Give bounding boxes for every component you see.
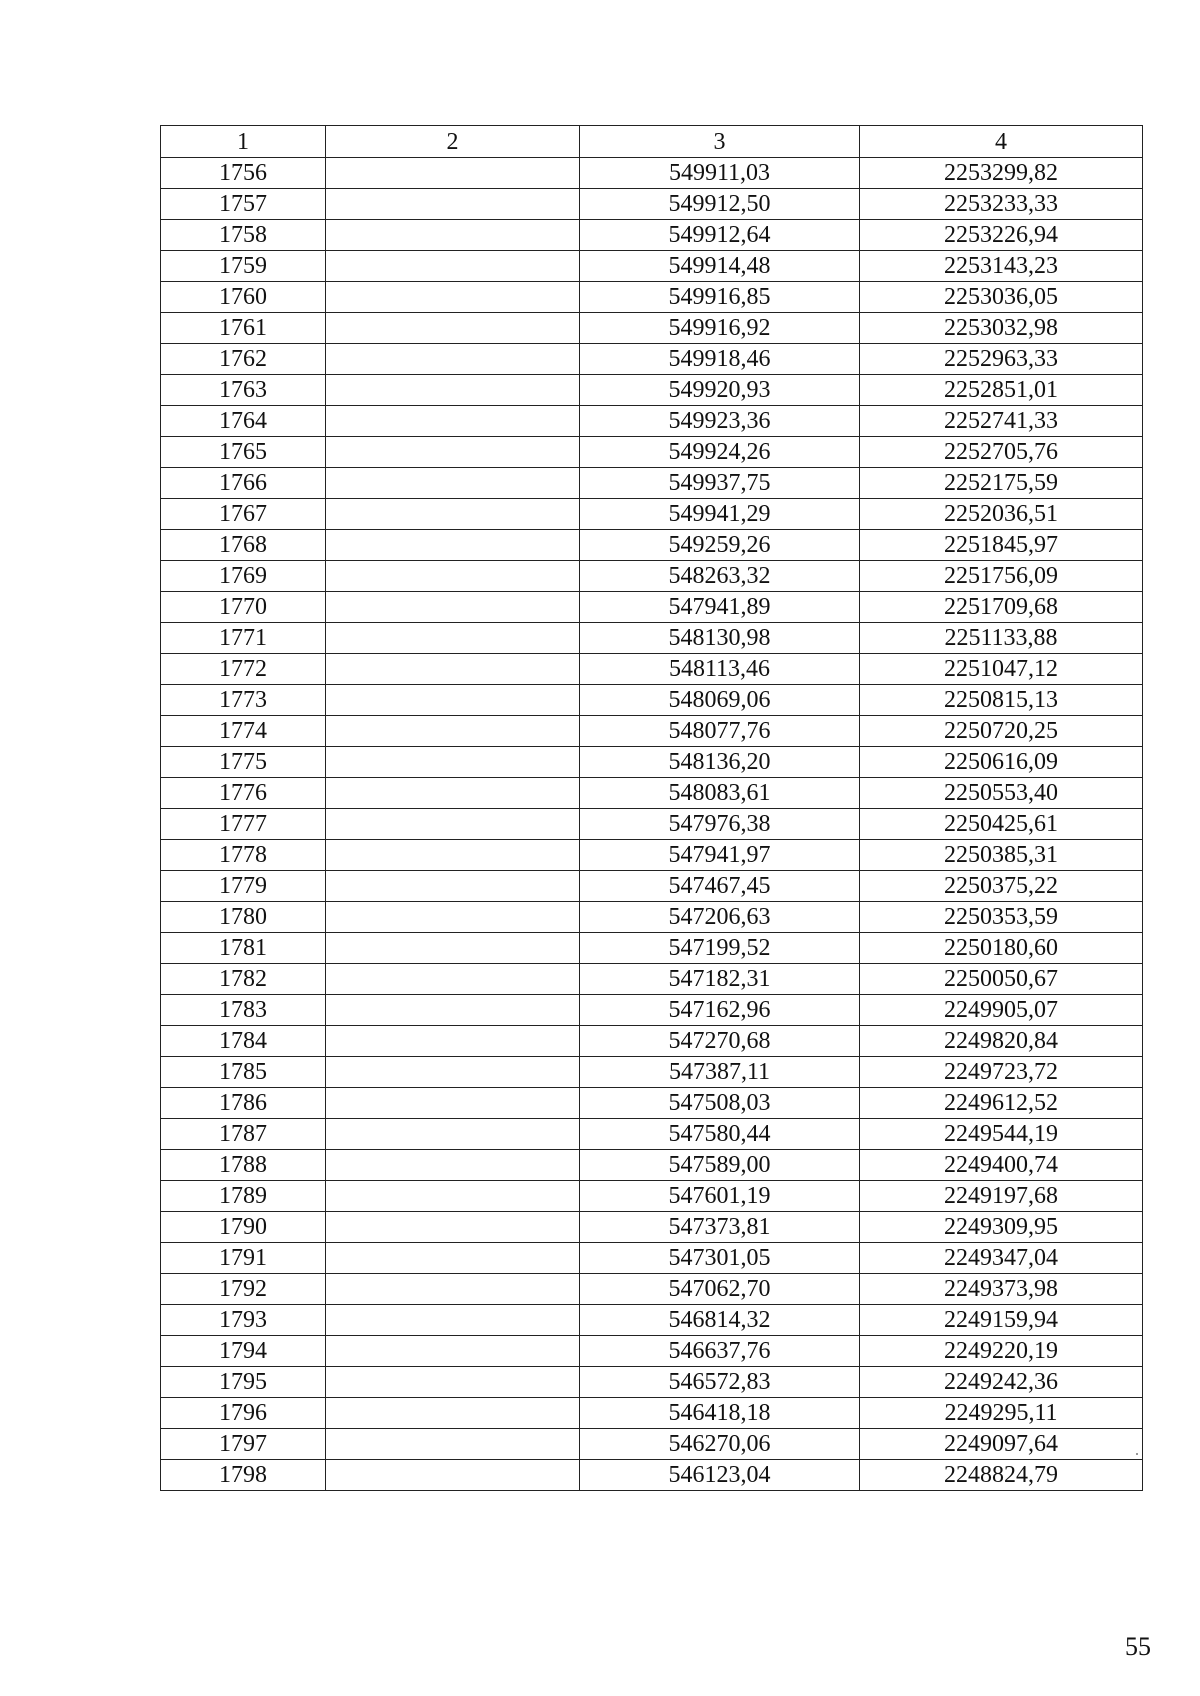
y-coordinate-cell: 2250720,25 — [860, 716, 1143, 747]
empty-cell — [326, 1274, 580, 1305]
y-coordinate-cell: 2250553,40 — [860, 778, 1143, 809]
y-coordinate-cell: 2253226,94 — [860, 220, 1143, 251]
empty-cell — [326, 561, 580, 592]
point-number-cell: 1768 — [161, 530, 326, 561]
point-number-cell: 1760 — [161, 282, 326, 313]
y-coordinate-cell: 2250050,67 — [860, 964, 1143, 995]
point-number-cell: 1773 — [161, 685, 326, 716]
empty-cell — [326, 1181, 580, 1212]
x-coordinate-cell: 546418,18 — [580, 1398, 860, 1429]
y-coordinate-cell: 2250180,60 — [860, 933, 1143, 964]
table-row — [161, 592, 1143, 623]
point-number-cell: 1792 — [161, 1274, 326, 1305]
y-coordinate-cell: 2248824,79 — [860, 1460, 1143, 1491]
table-row — [161, 220, 1143, 251]
point-number-cell: 1765 — [161, 437, 326, 468]
table-row — [161, 530, 1143, 561]
empty-cell — [326, 437, 580, 468]
table-row — [161, 623, 1143, 654]
y-coordinate-cell: 2249347,04 — [860, 1243, 1143, 1274]
point-number-cell: 1777 — [161, 809, 326, 840]
table-row — [161, 1026, 1143, 1057]
x-coordinate-cell: 547373,81 — [580, 1212, 860, 1243]
x-coordinate-cell: 547182,31 — [580, 964, 860, 995]
table-row — [161, 1088, 1143, 1119]
point-number-cell: 1771 — [161, 623, 326, 654]
x-coordinate-cell: 549916,92 — [580, 313, 860, 344]
y-coordinate-cell: 2249820,84 — [860, 1026, 1143, 1057]
y-coordinate-cell: 2253143,23 — [860, 251, 1143, 282]
table-row — [161, 1336, 1143, 1367]
x-coordinate-cell: 547199,52 — [580, 933, 860, 964]
table-row — [161, 1119, 1143, 1150]
table-row — [161, 995, 1143, 1026]
table-row — [161, 1150, 1143, 1181]
point-number-cell: 1798 — [161, 1460, 326, 1491]
empty-cell — [326, 995, 580, 1026]
point-number-cell: 1774 — [161, 716, 326, 747]
empty-cell — [326, 282, 580, 313]
point-number-cell: 1794 — [161, 1336, 326, 1367]
y-coordinate-cell: 2249612,52 — [860, 1088, 1143, 1119]
x-coordinate-cell: 547589,00 — [580, 1150, 860, 1181]
table-row — [161, 1429, 1143, 1460]
x-coordinate-cell: 549920,93 — [580, 375, 860, 406]
y-coordinate-cell: 2249400,74 — [860, 1150, 1143, 1181]
table-row — [161, 189, 1143, 220]
point-number-cell: 1782 — [161, 964, 326, 995]
empty-cell — [326, 592, 580, 623]
x-coordinate-cell: 547206,63 — [580, 902, 860, 933]
x-coordinate-cell: 549259,26 — [580, 530, 860, 561]
y-coordinate-cell: 2249373,98 — [860, 1274, 1143, 1305]
point-number-cell: 1756 — [161, 158, 326, 189]
x-coordinate-cell: 546814,32 — [580, 1305, 860, 1336]
point-number-cell: 1796 — [161, 1398, 326, 1429]
empty-cell — [326, 1336, 580, 1367]
table-row — [161, 933, 1143, 964]
x-coordinate-cell: 549916,85 — [580, 282, 860, 313]
empty-cell — [326, 685, 580, 716]
empty-cell — [326, 840, 580, 871]
column-header-2: 2 — [326, 126, 580, 158]
table-row — [161, 468, 1143, 499]
x-coordinate-cell: 547162,96 — [580, 995, 860, 1026]
point-number-cell: 1791 — [161, 1243, 326, 1274]
y-coordinate-cell: 2249097,64 — [860, 1429, 1143, 1460]
point-number-cell: 1764 — [161, 406, 326, 437]
x-coordinate-cell: 548113,46 — [580, 654, 860, 685]
x-coordinate-cell: 547941,89 — [580, 592, 860, 623]
table-row — [161, 437, 1143, 468]
empty-cell — [326, 468, 580, 499]
table-row — [161, 778, 1143, 809]
y-coordinate-cell: 2249220,19 — [860, 1336, 1143, 1367]
empty-cell — [326, 189, 580, 220]
point-number-cell: 1759 — [161, 251, 326, 282]
y-coordinate-cell: 2251756,09 — [860, 561, 1143, 592]
column-header-4: 4 — [860, 126, 1143, 158]
empty-cell — [326, 1212, 580, 1243]
y-coordinate-cell: 2250375,22 — [860, 871, 1143, 902]
x-coordinate-cell: 548077,76 — [580, 716, 860, 747]
point-number-cell: 1763 — [161, 375, 326, 406]
table-row — [161, 158, 1143, 189]
point-number-cell: 1780 — [161, 902, 326, 933]
table-row — [161, 499, 1143, 530]
x-coordinate-cell: 546270,06 — [580, 1429, 860, 1460]
x-coordinate-cell: 547941,97 — [580, 840, 860, 871]
empty-cell — [326, 251, 580, 282]
table-row — [161, 871, 1143, 902]
scan-speck — [1136, 1453, 1138, 1455]
y-coordinate-cell: 2249197,68 — [860, 1181, 1143, 1212]
table-row — [161, 375, 1143, 406]
point-number-cell: 1775 — [161, 747, 326, 778]
empty-cell — [326, 902, 580, 933]
point-number-cell: 1779 — [161, 871, 326, 902]
x-coordinate-cell: 548263,32 — [580, 561, 860, 592]
x-coordinate-cell: 549912,64 — [580, 220, 860, 251]
point-number-cell: 1781 — [161, 933, 326, 964]
y-coordinate-cell: 2253036,05 — [860, 282, 1143, 313]
empty-cell — [326, 871, 580, 902]
point-number-cell: 1790 — [161, 1212, 326, 1243]
empty-cell — [326, 623, 580, 654]
x-coordinate-cell: 547301,05 — [580, 1243, 860, 1274]
empty-cell — [326, 654, 580, 685]
y-coordinate-cell: 2251845,97 — [860, 530, 1143, 561]
table-row — [161, 406, 1143, 437]
empty-cell — [326, 933, 580, 964]
point-number-cell: 1767 — [161, 499, 326, 530]
point-number-cell: 1784 — [161, 1026, 326, 1057]
empty-cell — [326, 747, 580, 778]
x-coordinate-cell: 547508,03 — [580, 1088, 860, 1119]
point-number-cell: 1778 — [161, 840, 326, 871]
empty-cell — [326, 1460, 580, 1491]
y-coordinate-cell: 2250425,61 — [860, 809, 1143, 840]
y-coordinate-cell: 2249544,19 — [860, 1119, 1143, 1150]
empty-cell — [326, 1429, 580, 1460]
y-coordinate-cell: 2250385,31 — [860, 840, 1143, 871]
table-row — [161, 1243, 1143, 1274]
table-row — [161, 809, 1143, 840]
table-row — [161, 282, 1143, 313]
empty-cell — [326, 530, 580, 561]
table-row — [161, 1057, 1143, 1088]
empty-cell — [326, 964, 580, 995]
column-header-1: 1 — [161, 126, 326, 158]
x-coordinate-cell: 549941,29 — [580, 499, 860, 530]
y-coordinate-cell: 2252851,01 — [860, 375, 1143, 406]
point-number-cell: 1783 — [161, 995, 326, 1026]
empty-cell — [326, 220, 580, 251]
y-coordinate-cell: 2252175,59 — [860, 468, 1143, 499]
point-number-cell: 1789 — [161, 1181, 326, 1212]
empty-cell — [326, 344, 580, 375]
y-coordinate-cell: 2249905,07 — [860, 995, 1143, 1026]
table-row — [161, 1305, 1143, 1336]
empty-cell — [326, 1243, 580, 1274]
x-coordinate-cell: 547467,45 — [580, 871, 860, 902]
table-row — [161, 654, 1143, 685]
x-coordinate-cell: 548130,98 — [580, 623, 860, 654]
empty-cell — [326, 313, 580, 344]
point-number-cell: 1757 — [161, 189, 326, 220]
empty-cell — [326, 716, 580, 747]
x-coordinate-cell: 549914,48 — [580, 251, 860, 282]
table-row — [161, 313, 1143, 344]
y-coordinate-cell: 2249295,11 — [860, 1398, 1143, 1429]
y-coordinate-cell: 2253233,33 — [860, 189, 1143, 220]
x-coordinate-cell: 547270,68 — [580, 1026, 860, 1057]
x-coordinate-cell: 549912,50 — [580, 189, 860, 220]
table-row — [161, 1398, 1143, 1429]
point-number-cell: 1770 — [161, 592, 326, 623]
x-coordinate-cell: 549918,46 — [580, 344, 860, 375]
x-coordinate-cell: 549924,26 — [580, 437, 860, 468]
empty-cell — [326, 1398, 580, 1429]
table-row — [161, 964, 1143, 995]
table-row — [161, 251, 1143, 282]
table-row — [161, 716, 1143, 747]
table-row — [161, 1460, 1143, 1491]
point-number-cell: 1761 — [161, 313, 326, 344]
point-number-cell: 1785 — [161, 1057, 326, 1088]
empty-cell — [326, 1150, 580, 1181]
y-coordinate-cell: 2249723,72 — [860, 1057, 1143, 1088]
coordinates-table — [160, 125, 1143, 1491]
table-body — [161, 158, 1143, 1491]
y-coordinate-cell: 2249309,95 — [860, 1212, 1143, 1243]
empty-cell — [326, 375, 580, 406]
y-coordinate-cell: 2249159,94 — [860, 1305, 1143, 1336]
point-number-cell: 1797 — [161, 1429, 326, 1460]
x-coordinate-cell: 549923,36 — [580, 406, 860, 437]
x-coordinate-cell: 548069,06 — [580, 685, 860, 716]
point-number-cell: 1793 — [161, 1305, 326, 1336]
y-coordinate-cell: 2252036,51 — [860, 499, 1143, 530]
x-coordinate-cell: 549911,03 — [580, 158, 860, 189]
empty-cell — [326, 406, 580, 437]
y-coordinate-cell: 2250815,13 — [860, 685, 1143, 716]
y-coordinate-cell: 2250616,09 — [860, 747, 1143, 778]
y-coordinate-cell: 2252963,33 — [860, 344, 1143, 375]
empty-cell — [326, 1088, 580, 1119]
point-number-cell: 1762 — [161, 344, 326, 375]
point-number-cell: 1769 — [161, 561, 326, 592]
x-coordinate-cell: 547976,38 — [580, 809, 860, 840]
table-row — [161, 840, 1143, 871]
point-number-cell: 1758 — [161, 220, 326, 251]
y-coordinate-cell: 2250353,59 — [860, 902, 1143, 933]
table-header-row — [161, 126, 1143, 158]
empty-cell — [326, 158, 580, 189]
x-coordinate-cell: 548083,61 — [580, 778, 860, 809]
x-coordinate-cell: 547062,70 — [580, 1274, 860, 1305]
page-number: 55 — [1125, 1632, 1151, 1661]
x-coordinate-cell: 548136,20 — [580, 747, 860, 778]
table-row — [161, 902, 1143, 933]
point-number-cell: 1787 — [161, 1119, 326, 1150]
point-number-cell: 1776 — [161, 778, 326, 809]
y-coordinate-cell: 2253299,82 — [860, 158, 1143, 189]
x-coordinate-cell: 547387,11 — [580, 1057, 860, 1088]
point-number-cell: 1766 — [161, 468, 326, 499]
y-coordinate-cell: 2251709,68 — [860, 592, 1143, 623]
table-row — [161, 1181, 1143, 1212]
x-coordinate-cell: 546572,83 — [580, 1367, 860, 1398]
point-number-cell: 1795 — [161, 1367, 326, 1398]
point-number-cell: 1788 — [161, 1150, 326, 1181]
table-row — [161, 561, 1143, 592]
x-coordinate-cell: 546637,76 — [580, 1336, 860, 1367]
y-coordinate-cell: 2249242,36 — [860, 1367, 1143, 1398]
empty-cell — [326, 1057, 580, 1088]
table-row — [161, 1274, 1143, 1305]
table-row — [161, 344, 1143, 375]
y-coordinate-cell: 2251133,88 — [860, 623, 1143, 654]
y-coordinate-cell: 2251047,12 — [860, 654, 1143, 685]
empty-cell — [326, 1305, 580, 1336]
empty-cell — [326, 778, 580, 809]
y-coordinate-cell: 2252741,33 — [860, 406, 1143, 437]
x-coordinate-cell: 547601,19 — [580, 1181, 860, 1212]
empty-cell — [326, 1119, 580, 1150]
empty-cell — [326, 499, 580, 530]
x-coordinate-cell: 546123,04 — [580, 1460, 860, 1491]
x-coordinate-cell: 549937,75 — [580, 468, 860, 499]
empty-cell — [326, 1026, 580, 1057]
point-number-cell: 1786 — [161, 1088, 326, 1119]
y-coordinate-cell: 2253032,98 — [860, 313, 1143, 344]
empty-cell — [326, 1367, 580, 1398]
table-row — [161, 1367, 1143, 1398]
table-row — [161, 747, 1143, 778]
column-header-3: 3 — [580, 126, 860, 158]
y-coordinate-cell: 2252705,76 — [860, 437, 1143, 468]
table-row — [161, 1212, 1143, 1243]
empty-cell — [326, 809, 580, 840]
point-number-cell: 1772 — [161, 654, 326, 685]
x-coordinate-cell: 547580,44 — [580, 1119, 860, 1150]
table-row — [161, 685, 1143, 716]
